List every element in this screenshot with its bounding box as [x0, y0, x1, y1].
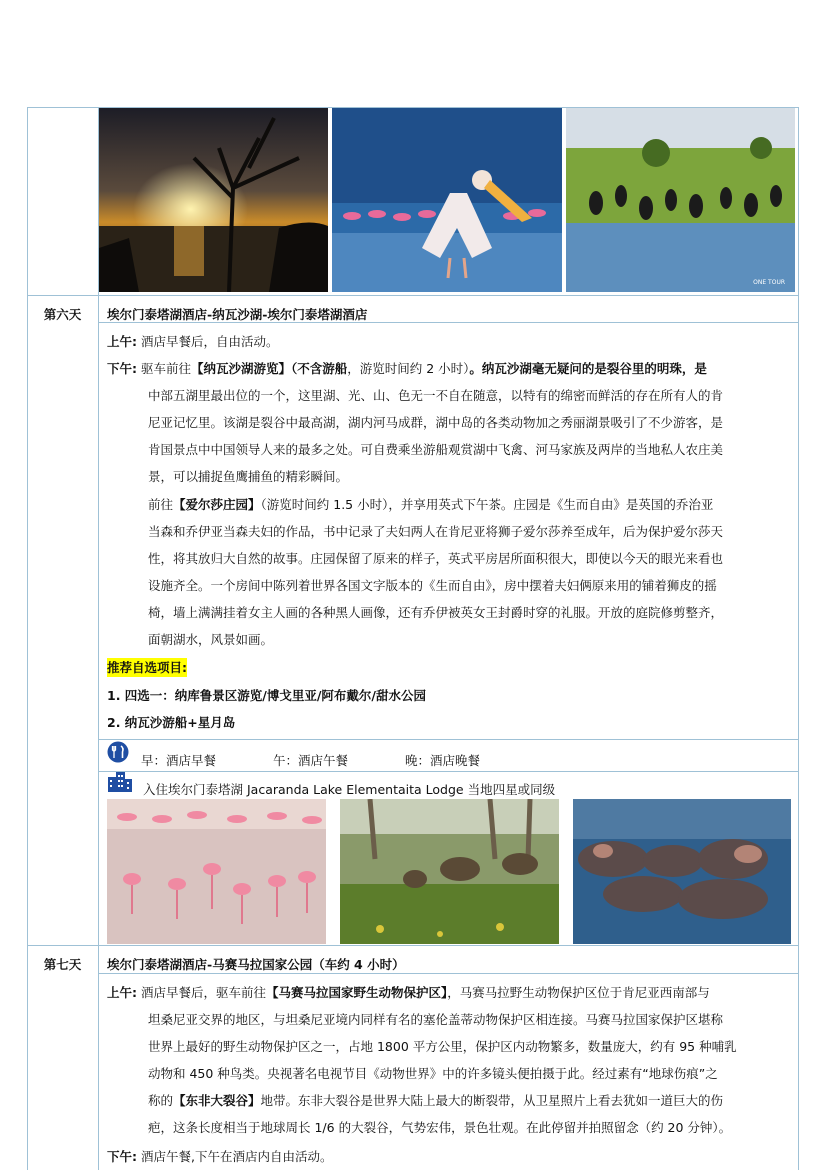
- afternoon-line: [107, 359, 707, 377]
- photo-waterbuck: [340, 799, 559, 944]
- itinerary-table: [27, 107, 799, 1170]
- row-divider: [98, 771, 799, 772]
- morning-line: [107, 983, 710, 1001]
- hotel-icon: [107, 771, 133, 793]
- paragraph-line: 性，将其放归大自然的故事。庄园保留了原来的样子，英式平房居所面积很大，即使以今天的眼光来看也: [148, 551, 724, 566]
- table-border-right: [798, 107, 799, 1170]
- paragraph-line: 世界上最好的野生动物保护区之一，占地 1800 平方公里，保护区内动物繁多，数量庞大，约有 95 种哺乳: [148, 1039, 737, 1054]
- paragraph-line: [148, 1091, 723, 1109]
- photo-lake-sunset: [99, 108, 328, 292]
- row-divider: [98, 973, 799, 974]
- optional-item: 2. 纳瓦沙游船+星月岛: [107, 715, 236, 730]
- text: ，游览时间约 2 小时）: [347, 361, 470, 376]
- paragraph-line: 疤，这条长度相当于地球周长 1/6 的大裂谷，气势宏伟，景色壮观。在此停留并拍照留念（约 20 分钟）。: [148, 1120, 732, 1135]
- row-divider: [98, 739, 799, 740]
- text: 驱车前往: [140, 361, 191, 376]
- afternoon-line: [107, 1147, 332, 1165]
- day-label: 第七天: [43, 957, 82, 972]
- text: 。纳瓦沙湖毫无疑问的是裂谷里的明珠，是: [469, 361, 707, 376]
- paragraph-line: 面朝湖水，风景如画。: [148, 632, 274, 647]
- row-divider: [27, 295, 799, 296]
- row-divider: [27, 945, 799, 946]
- paragraph-line: 设施齐全。一个房间中陈列着世界各国文字版本的《生而自由》，房中摆着夫妇俩原来用的铺着狮皮的摇: [148, 578, 717, 593]
- photo-pelican: [332, 108, 562, 292]
- text: ，马赛马拉野生动物保护区位于肯尼亚西南部与: [447, 985, 710, 1000]
- text: 称的: [148, 1093, 174, 1108]
- morning-text: 酒店早餐后，自由活动。: [140, 334, 279, 349]
- paragraph-line: 动物和 450 种鸟类。央视著名电视节目《动物世界》中的许多镜头便拍摄于此。经过素有“地球伤痕”之: [148, 1066, 718, 1081]
- watermark: ONE TOUR: [753, 279, 785, 286]
- day-title: 埃尔门泰塔湖酒店-马赛马拉国家公园（车约 4 小时）: [107, 957, 405, 972]
- photo-hippos: [573, 799, 791, 944]
- text: 酒店早餐后，驱车前往: [140, 985, 266, 1000]
- paragraph-line: 当森和乔伊亚当森夫妇的作品，书中记录了夫妇两人在肯尼亚将狮子爱尔莎养至成年，后为保护爱尔莎天: [148, 524, 724, 539]
- highlight-text: 【东非大裂谷】: [173, 1093, 261, 1108]
- optional-title-text: 推荐自选项目:: [107, 660, 187, 675]
- day-title: 埃尔门泰塔湖酒店-纳瓦沙湖-埃尔门泰塔湖酒店: [107, 307, 368, 322]
- paragraph-line: 景，可以捕捉鱼鹰捕鱼的精彩瞬间。: [148, 469, 349, 484]
- meal-dinner: 晚：酒店晚餐: [405, 753, 481, 768]
- text: （游览时间约 1.5 小时），并享用英式下午茶。庄园是《生而自由》是英国的乔治亚: [260, 497, 714, 512]
- meal-breakfast: 早：酒店早餐: [141, 753, 217, 768]
- paragraph-line: 尼亚记忆里。该湖是裂谷中最高湖，湖内河马成群，湖中岛的各类动物加之秀丽湖景吸引了不少游客，是: [148, 415, 724, 430]
- day-label: 第六天: [43, 307, 82, 322]
- afternoon-label: 下午:: [107, 1149, 137, 1164]
- morning-line: [107, 332, 279, 350]
- paragraph-line: 肯国景点中中国领导人来的最多之处。可自费乘坐游船观赏湖中飞禽、河马家族及两岸的当地私人农庄美: [148, 442, 724, 457]
- text: 酒店午餐,下午在酒店内自由活动。: [140, 1149, 333, 1164]
- morning-label: 上午:: [107, 985, 137, 1000]
- text: 前往: [148, 497, 174, 512]
- paragraph-line: [148, 495, 713, 513]
- meal-icon: [107, 741, 129, 763]
- photo-cormorants: [566, 108, 795, 292]
- table-border-left: [27, 107, 28, 1170]
- photo-flamingos: [107, 799, 326, 944]
- hotel-info: 入住埃尔门泰塔湖 Jacaranda Lake Elementaita Lodge 当地四星或同级: [143, 782, 556, 797]
- optional-item: 1. 四选一：纳库鲁景区游览/博戈里亚/阿布戴尔/甜水公园: [107, 688, 426, 703]
- afternoon-label: 下午:: [107, 361, 137, 376]
- morning-label: 上午:: [107, 334, 137, 349]
- paragraph-line: 中部五湖里最出位的一个，这里湖、光、山、色无一不自在随意，以特有的绵密而鲜活的存在所有人的肯: [148, 388, 724, 403]
- meal-lunch: 午：酒店午餐: [273, 753, 349, 768]
- optional-title: [107, 658, 187, 676]
- text: 地带。东非大裂谷是世界大陆上最大的断裂带，从卫星照片上看去犹如一道巨大的伤: [260, 1093, 724, 1108]
- paragraph-line: 坦桑尼亚交界的地区，与坦桑尼亚境内同样有名的塞伦盖蒂动物保护区相连接。马赛马拉国家保护区堪称: [148, 1012, 724, 1027]
- paragraph-line: 椅，墙上满满挂着女主人画的各种黑人画像，还有乔伊被英女王封爵时穿的礼服。开放的庭院修剪整齐，: [148, 605, 724, 620]
- highlight-text: 【马赛马拉国家野生动物保护区】: [266, 985, 448, 1000]
- highlight-text: 【爱尔莎庄园】: [173, 497, 261, 512]
- highlight-text: 【纳瓦沙湖游览】（不含游船: [191, 361, 348, 376]
